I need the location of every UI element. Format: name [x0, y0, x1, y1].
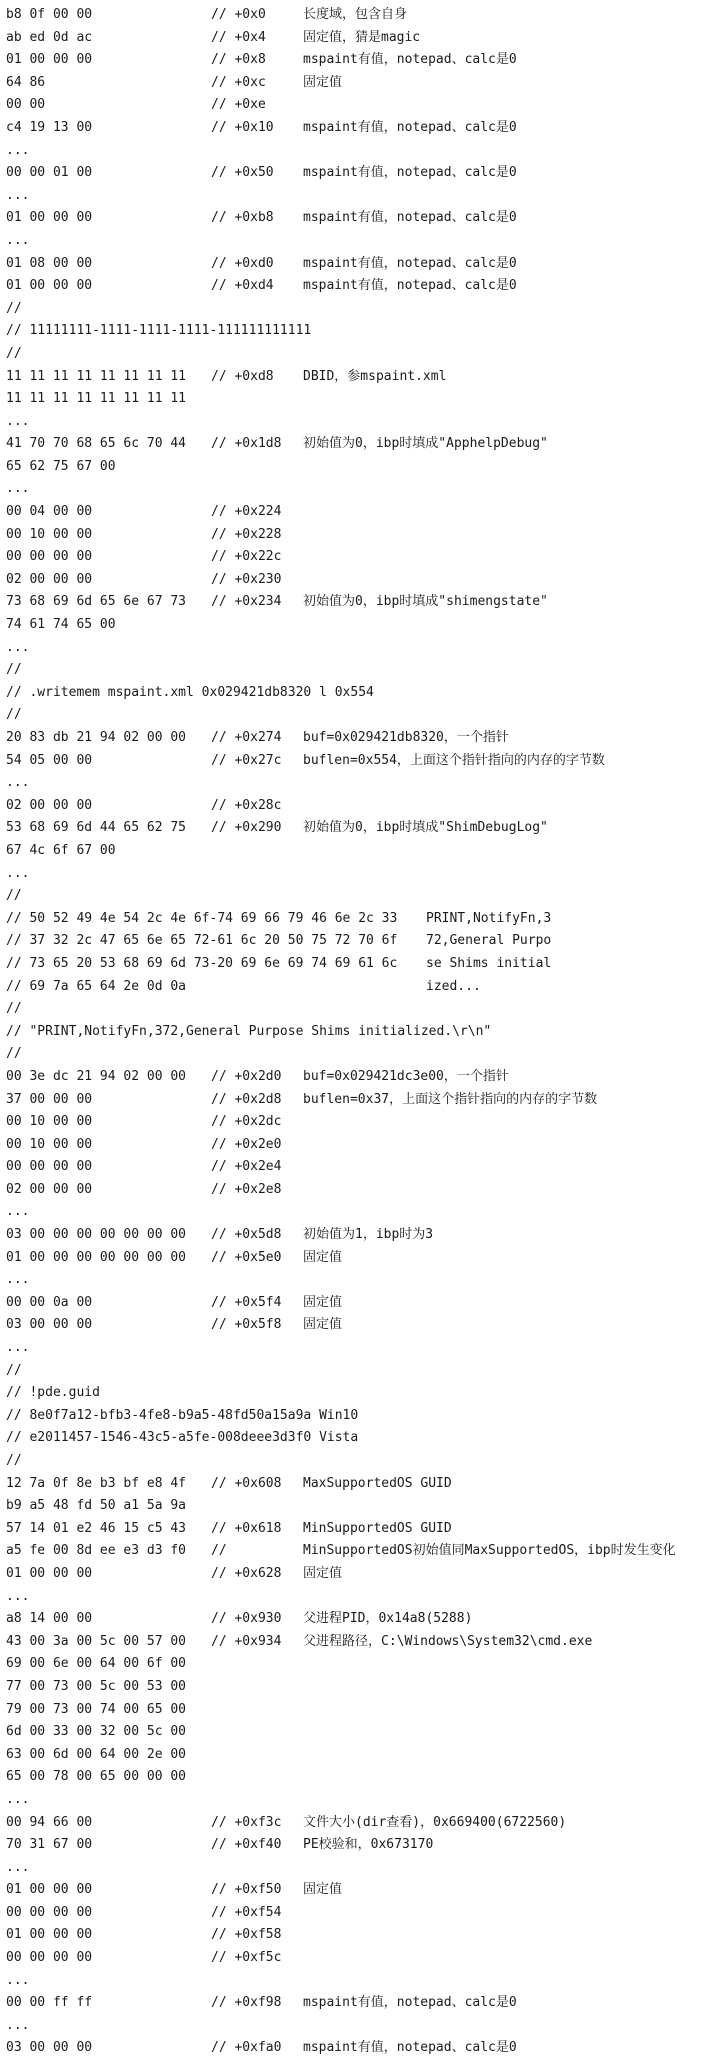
offset-label: // +0x934	[211, 1633, 282, 1649]
text-line: 74 61 74 65 00	[6, 617, 116, 633]
hex-bytes: 01 00 00 00 00 00 00 00	[6, 1249, 187, 1265]
text-line: //	[6, 300, 22, 316]
offset-label: // +0xd0	[211, 255, 274, 271]
text-line: ...	[6, 639, 30, 655]
ascii-text: 72,General Purpo	[426, 933, 552, 949]
dump-line	[6, 1631, 716, 1654]
offset-label: // +0x628	[211, 1565, 282, 1581]
dump-line	[6, 1021, 716, 1044]
dump-line	[6, 1992, 716, 2015]
dump-line	[6, 1970, 716, 1993]
hex-bytes: a8 14 00 00	[6, 1611, 93, 1627]
hex-bytes: 11 11 11 11 11 11 11 11	[6, 368, 187, 384]
dump-line	[6, 72, 716, 95]
hex-bytes: 12 7a 0f 8e b3 bf e8 4f	[6, 1475, 187, 1491]
offset-label: // +0x618	[211, 1520, 282, 1536]
offset-label: // +0x2e8	[211, 1181, 282, 1197]
dump-line	[6, 1879, 716, 1902]
dump-line	[6, 614, 716, 637]
ascii-text: se Shims initial	[426, 955, 552, 971]
offset-label: // +0x290	[211, 820, 282, 836]
hex-bytes-comment: // 37 32 2c 47 65 6e 65 72-61 6c 20 50 75 72 70 6f	[6, 933, 398, 949]
text-line: ...	[6, 142, 30, 158]
offset-label: // +0x2e0	[211, 1136, 282, 1152]
offset-label: // +0x1d8	[211, 436, 282, 452]
text-line: 65 62 75 67 00	[6, 458, 116, 474]
text-line: //	[6, 1453, 22, 1468]
dump-line	[6, 1292, 716, 1315]
text-line: // !pde.guid	[6, 1385, 100, 1401]
text-line: // e2011457-1546-43c5-a5fe-008deee3d3f0 Vista	[6, 1430, 359, 1446]
dump-line	[6, 1857, 716, 1880]
offset-label: // +0x50	[211, 165, 274, 181]
annotation: mspaint有值，notepad、calc是0	[303, 255, 517, 271]
dump-line	[6, 27, 716, 50]
offset-label: // +0xb8	[211, 210, 274, 226]
dump-line	[6, 750, 716, 773]
dump-line	[6, 1337, 716, 1360]
dump-line	[6, 1405, 716, 1428]
dump-line	[6, 1066, 716, 1089]
annotation: PE校验和，0x673170	[303, 1837, 434, 1853]
hex-bytes: 03 00 00 00	[6, 1317, 93, 1333]
offset-label: // +0x274	[211, 730, 282, 745]
hex-bytes: 37 00 00 00	[6, 1091, 93, 1107]
dump-line	[6, 1179, 716, 1202]
annotation: mspaint有值，notepad、calc是0	[303, 1995, 517, 2011]
offset-label: // +0xf58	[211, 1927, 282, 1943]
offset-label: // +0xd8	[211, 368, 274, 384]
hex-bytes: ab ed 0d ac	[6, 29, 93, 45]
hex-bytes: 00 00 0a 00	[6, 1294, 93, 1310]
annotation: buf=0x029421db8320，一个指针	[303, 730, 509, 745]
hex-bytes: 01 00 00 00	[6, 52, 93, 68]
dump-line	[6, 1201, 716, 1224]
offset-label: //	[211, 1543, 227, 1559]
hex-bytes: 00 3e dc 21 94 02 00 00	[6, 1068, 187, 1084]
annotation: 固定值	[303, 1882, 343, 1898]
dump-line	[6, 433, 716, 456]
dump-line	[6, 140, 716, 163]
hex-bytes: 01 08 00 00	[6, 255, 93, 271]
dump-line	[6, 1518, 716, 1541]
ascii-text: PRINT,NotifyFn,3	[426, 910, 552, 926]
dump-line	[6, 411, 716, 434]
text-line: //	[6, 1362, 22, 1378]
dump-line	[6, 772, 716, 795]
text-line: 79 00 73 00 74 00 65 00	[6, 1701, 187, 1717]
text-line: b9 a5 48 fd 50 a1 5a 9a	[6, 1498, 187, 1514]
dump-line	[6, 1089, 716, 1112]
text-line: 63 00 6d 00 64 00 2e 00	[6, 1746, 187, 1762]
hex-bytes: 00 10 00 00	[6, 1136, 93, 1152]
dump-line	[6, 908, 716, 931]
annotation: 固定值	[303, 74, 343, 90]
text-line: ...	[6, 1204, 30, 1220]
annotation: 初始值为0，ibp时填成"shimengstate"	[303, 594, 548, 610]
annotation: 固定值	[303, 1317, 343, 1333]
hex-bytes: 53 68 69 6d 44 65 62 75	[6, 820, 187, 836]
hex-bytes: 00 00 00 00	[6, 1950, 93, 1966]
dump-line	[6, 1834, 716, 1857]
offset-label: // +0xf5c	[211, 1950, 282, 1966]
annotation: 固定值	[303, 1249, 343, 1265]
text-line: 77 00 73 00 5c 00 53 00	[6, 1678, 187, 1694]
offset-label: // +0x930	[211, 1611, 282, 1627]
annotation: 长度域，包含自身	[303, 7, 408, 22]
annotation: 父进程PID，0x14a8(5288)	[303, 1611, 473, 1627]
offset-label: // +0x228	[211, 526, 282, 542]
hex-bytes: 00 00 00 00	[6, 549, 93, 565]
dump-line	[6, 840, 716, 863]
hex-bytes: 01 00 00 00	[6, 1882, 93, 1898]
dump-line	[6, 253, 716, 276]
dump-line	[6, 1134, 716, 1157]
offset-label: // +0x5e0	[211, 1249, 282, 1265]
annotation: 文件大小(dir查看)，0x669400(6722560)	[303, 1814, 567, 1830]
dump-line	[6, 185, 716, 208]
dump-line	[6, 478, 716, 501]
annotation: 固定值	[303, 1294, 343, 1310]
hex-bytes: b8 0f 00 00	[6, 7, 93, 22]
text-line: 69 00 6e 00 64 00 6f 00	[6, 1656, 187, 1672]
dump-line	[6, 863, 716, 886]
dump-line	[6, 1608, 716, 1631]
text-line: ...	[6, 1791, 30, 1807]
offset-label: // +0x22c	[211, 549, 282, 565]
offset-label: // +0x27c	[211, 752, 282, 768]
text-line: 65 00 78 00 65 00 00 00	[6, 1769, 187, 1785]
offset-label: // +0x4	[211, 29, 266, 45]
text-line: ...	[6, 775, 30, 791]
dump-line	[6, 795, 716, 818]
hex-bytes: 00 00 01 00	[6, 165, 93, 181]
text-line: 11 11 11 11 11 11 11 11	[6, 391, 187, 407]
text-line: //	[6, 662, 22, 678]
offset-label: // +0x8	[211, 52, 266, 68]
dump-line	[6, 2015, 716, 2038]
text-line: //	[6, 707, 22, 723]
annotation: buf=0x029421dc3e00，一个指针	[303, 1068, 509, 1084]
dump-line	[6, 817, 716, 840]
annotation: mspaint有值，notepad、calc是0	[303, 2040, 517, 2056]
dump-line	[6, 998, 716, 1021]
hex-bytes: 00 00 00 00	[6, 1159, 93, 1175]
offset-label: // +0xd4	[211, 278, 274, 294]
dump-line	[6, 1247, 716, 1270]
hex-bytes: 57 14 01 e2 46 15 c5 43	[6, 1520, 187, 1536]
hex-bytes-comment: // 50 52 49 4e 54 2c 4e 6f-74 69 66 79 46 6e 2c 33	[6, 910, 398, 926]
dump-line	[6, 1156, 716, 1179]
dump-line	[6, 1947, 716, 1970]
hex-bytes: 00 00	[6, 97, 46, 113]
dump-line	[6, 727, 716, 750]
text-line: ...	[6, 1859, 30, 1875]
dump-line	[6, 501, 716, 524]
text-line: ...	[6, 865, 30, 881]
offset-label: // +0xc	[211, 74, 266, 90]
dump-line	[6, 659, 716, 682]
annotation: MaxSupportedOS GUID	[303, 1475, 452, 1491]
hex-bytes: 02 00 00 00	[6, 571, 93, 587]
dump-line	[6, 298, 716, 321]
offset-label: // +0xfa0	[211, 2040, 282, 2056]
hex-bytes: 00 04 00 00	[6, 504, 93, 520]
dump-line	[6, 1540, 716, 1563]
hex-bytes: c4 19 13 00	[6, 119, 93, 135]
dump-line	[6, 930, 716, 953]
hex-bytes: 70 31 67 00	[6, 1837, 93, 1853]
dump-line	[6, 1699, 716, 1722]
offset-label: // +0xf3c	[211, 1814, 282, 1830]
dump-line	[6, 162, 716, 185]
hex-bytes: 54 05 00 00	[6, 752, 93, 768]
dump-line	[6, 885, 716, 908]
dump-line	[6, 275, 716, 298]
hex-bytes: 01 00 00 00	[6, 210, 93, 226]
dump-line	[6, 1766, 716, 1789]
annotation: mspaint有值，notepad、calc是0	[303, 210, 517, 226]
dump-line	[6, 637, 716, 660]
hex-bytes: 00 10 00 00	[6, 1114, 93, 1130]
hex-bytes: 01 00 00 00	[6, 1927, 93, 1943]
dump-line	[6, 1721, 716, 1744]
dump-line	[6, 230, 716, 253]
dump-line	[6, 1789, 716, 1812]
annotation: 父进程路径，C:\Windows\System32\cmd.exe	[303, 1633, 593, 1649]
dump-line	[6, 1563, 716, 1586]
dump-line	[6, 207, 716, 230]
hex-bytes: 00 94 66 00	[6, 1814, 93, 1830]
dump-line	[6, 94, 716, 117]
dump-line	[6, 1473, 716, 1496]
hex-bytes: 00 10 00 00	[6, 526, 93, 542]
offset-label: // +0xf98	[211, 1995, 282, 2011]
offset-label: // +0x608	[211, 1475, 282, 1491]
dump-line	[6, 343, 716, 366]
text-line: ...	[6, 1272, 30, 1288]
offset-label: // +0xf54	[211, 1904, 282, 1920]
dump-line	[6, 1744, 716, 1767]
text-line: ...	[6, 1972, 30, 1988]
annotation: MinSupportedOS GUID	[303, 1520, 452, 1536]
dump-line	[6, 1653, 716, 1676]
dump-line	[6, 1043, 716, 1066]
hex-bytes: 20 83 db 21 94 02 00 00	[6, 730, 187, 745]
offset-label: // +0xf50	[211, 1882, 282, 1898]
annotation: 初始值为0，ibp时填成"ApphelpDebug"	[303, 436, 548, 452]
text-line: ...	[6, 187, 30, 203]
offset-label: // +0x10	[211, 119, 274, 135]
dump-line	[6, 388, 716, 411]
text-line: ...	[6, 1340, 30, 1356]
hex-bytes: 02 00 00 00	[6, 797, 93, 813]
dump-line	[6, 1269, 716, 1292]
dump-line	[6, 546, 716, 569]
text-line: ...	[6, 481, 30, 497]
annotation: mspaint有值，notepad、calc是0	[303, 52, 517, 68]
offset-label: // +0xe	[211, 97, 266, 113]
hex-bytes: 03 00 00 00 00 00 00 00	[6, 1227, 187, 1243]
annotation: buflen=0x37，上面这个指针指向的内存的字节数	[303, 1091, 598, 1107]
offset-label: // +0x2e4	[211, 1159, 282, 1175]
text-line: ...	[6, 1588, 30, 1604]
offset-label: // +0x5f4	[211, 1294, 282, 1310]
annotation: mspaint有值，notepad、calc是0	[303, 278, 517, 294]
dump-line	[6, 117, 716, 140]
ascii-text: ized...	[426, 978, 481, 994]
offset-label: // +0xf40	[211, 1837, 282, 1853]
text-line: ...	[6, 232, 30, 248]
hex-bytes: 03 00 00 00	[6, 2040, 93, 2056]
text-line: //	[6, 345, 22, 361]
dump-line	[6, 1450, 716, 1473]
text-line: // .writemem mspaint.xml 0x029421db8320 l 0x554	[6, 684, 374, 700]
text-line: // "PRINT,NotifyFn,372,General Purpose Shims initialized.\r\n"	[6, 1023, 492, 1039]
dump-line	[6, 2037, 716, 2060]
annotation: mspaint有值，notepad、calc是0	[303, 165, 517, 181]
offset-label: // +0x5d8	[211, 1227, 282, 1243]
dump-line	[6, 1382, 716, 1405]
text-line: // 11111111-1111-1111-1111-111111111111	[6, 323, 312, 339]
annotation: MinSupportedOS初始值同MaxSupportedOS，ibp时发生变化	[303, 1543, 676, 1559]
dump-line	[6, 1924, 716, 1947]
offset-label: // +0x2d0	[211, 1068, 282, 1084]
hex-bytes: 00 00 ff ff	[6, 1995, 93, 2011]
dump-line	[6, 1224, 716, 1247]
text-line: //	[6, 1046, 22, 1062]
dump-line	[6, 1676, 716, 1699]
hex-bytes-comment: // 73 65 20 53 68 69 6d 73-20 69 6e 69 74 69 61 6c	[6, 955, 398, 971]
text-line: ...	[6, 413, 30, 429]
hex-bytes: 43 00 3a 00 5c 00 57 00	[6, 1633, 187, 1649]
dump-line	[6, 1902, 716, 1925]
dump-line	[6, 1111, 716, 1134]
dump-line	[6, 1314, 716, 1337]
hex-bytes: a5 fe 00 8d ee e3 d3 f0	[6, 1543, 187, 1559]
offset-label: // +0x230	[211, 571, 282, 587]
dump-line	[6, 682, 716, 705]
hex-bytes: 02 00 00 00	[6, 1181, 93, 1197]
hex-bytes: 41 70 70 68 65 6c 70 44	[6, 436, 187, 452]
annotation: 初始值为0，ibp时填成"ShimDebugLog"	[303, 820, 548, 836]
dump-line	[6, 320, 716, 343]
hex-bytes: 00 00 00 00	[6, 1904, 93, 1920]
hex-bytes: 01 00 00 00	[6, 1565, 93, 1581]
offset-label: // +0x5f8	[211, 1317, 282, 1333]
dump-line	[6, 4, 716, 27]
text-line: // 8e0f7a12-bfb3-4fe8-b9a5-48fd50a15a9a Win10	[6, 1407, 359, 1423]
dump-line	[6, 1586, 716, 1609]
dump-line	[6, 976, 716, 999]
text-line: //	[6, 1001, 22, 1017]
dump-line	[6, 49, 716, 72]
annotation: 固定值，猜是magic	[303, 29, 421, 45]
dump-line	[6, 1427, 716, 1450]
offset-label: // +0x0	[211, 7, 266, 22]
offset-label: // +0x234	[211, 594, 282, 610]
text-line: //	[6, 888, 22, 904]
text-line: ...	[6, 2017, 30, 2033]
annotation: 初始值为1，ibp时为3	[303, 1227, 434, 1243]
hex-bytes: 64 86	[6, 74, 46, 90]
dump-line	[6, 591, 716, 614]
dump-line	[6, 366, 716, 389]
offset-label: // +0x2dc	[211, 1114, 282, 1130]
hex-bytes: 01 00 00 00	[6, 278, 93, 294]
annotation: mspaint有值，notepad、calc是0	[303, 119, 517, 135]
dump-line	[6, 1812, 716, 1835]
hex-bytes-comment: // 69 7a 65 64 2e 0d 0a	[6, 978, 187, 994]
dump-line	[6, 1360, 716, 1383]
annotation: DBID，参mspaint.xml	[303, 368, 447, 384]
dump-line	[6, 1495, 716, 1518]
offset-label: // +0x28c	[211, 797, 282, 813]
hex-bytes: 73 68 69 6d 65 6e 67 73	[6, 594, 187, 610]
offset-label: // +0x2d8	[211, 1091, 282, 1107]
dump-line	[6, 953, 716, 976]
dump-line	[6, 569, 716, 592]
dump-line	[6, 704, 716, 727]
dump-line	[6, 456, 716, 479]
text-line: 67 4c 6f 67 00	[6, 842, 116, 858]
text-line: 6d 00 33 00 32 00 5c 00	[6, 1724, 187, 1740]
dump-line	[6, 524, 716, 547]
annotation: 固定值	[303, 1565, 343, 1581]
offset-label: // +0x224	[211, 504, 282, 520]
annotation: buflen=0x554，上面这个指针指向的内存的字节数	[303, 752, 605, 768]
